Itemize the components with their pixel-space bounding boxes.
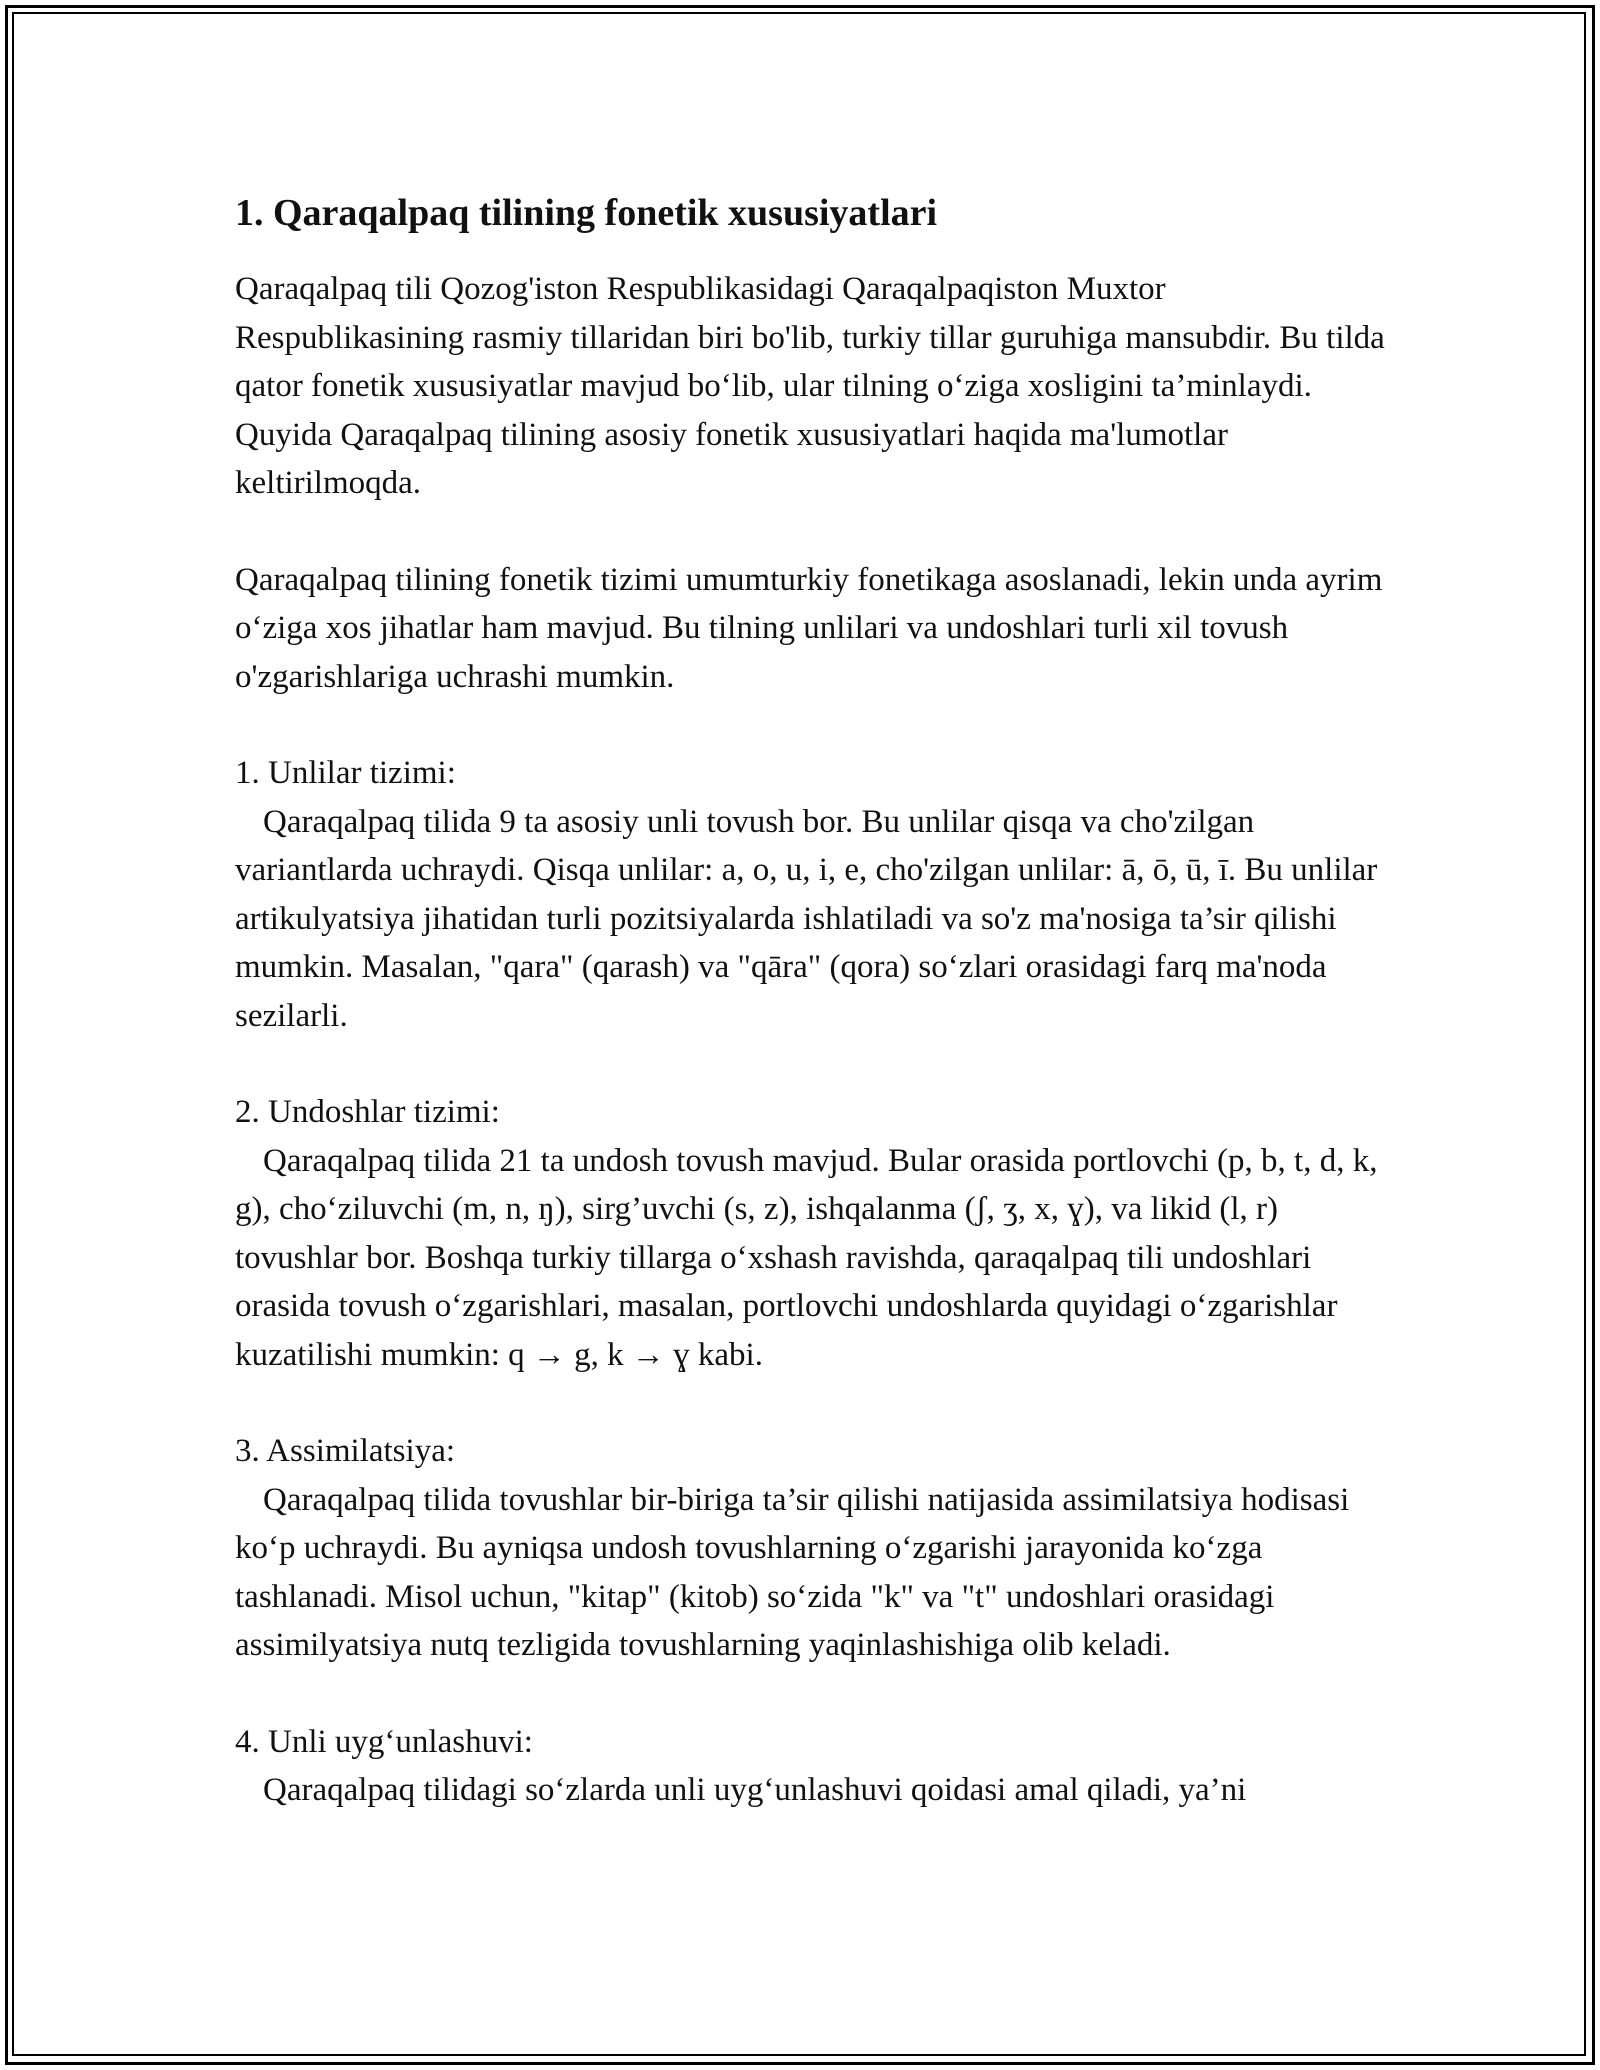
section-body: Qaraqalpaq tilida 9 ta asosiy unli tovush bor. Bu unlilar qisqa va cho'zilgan variantlarda uchraydi. Qisqa unlilar: a, o, u, i, e, cho'zilgan unlilar: ā, ō, ū, ī. Bu unlilar artikulyatsiya jihatidan turli pozitsiyalarda ishlatiladi va so'z ma'nosiga ta’sir qilishi mumkin. Masalan, "qara" (qarash) va "qāra" (qora) so‘zlari orasidagi farq ma'noda sezilarli. [235, 803, 1378, 1034]
section-body: Qaraqalpaq tilida tovushlar bir-biriga ta’sir qilishi natijasida assimilatsiya hodisasi ko‘p uchraydi. Bu ayniqsa undosh tovushlarning o‘zgarishi jarayonida ko‘zga tashlanadi. Misol uchun, "kitap" (kitob) so‘zida "k" va "t" undoshlari orasidagi assimilyatsiya nutq tezligida tovushlarning yaqinlashishiga olib keladi. [235, 1481, 1350, 1663]
section-vowels [235, 749, 1395, 1040]
overview-paragraph: Qaraqalpaq tilining fonetik tizimi umumturkiy fonetikaga asoslanadi, lekin unda ayrim o‘ziga xos jihatlar ham mavjud. Bu tilning unlilari va undoshlari turli xil tovush o'zgarishlariga uchrashi mumkin. [235, 561, 1383, 695]
intro-paragraph: Qaraqalpaq tili Qozog'iston Respublikasidagi Qaraqalpaqiston Muxtor Respublikasining rasmiy tillaridan biri bo'lib, turkiy tillar guruhiga mansubdir. Bu tilda qator fonetik xususiyatlar mavjud bo‘lib, ular tilning o‘ziga xosligini ta’minlaydi. Quyida Qaraqalpaq tilining asosiy fonetik xususiyatlari haqida ma'lumotlar keltirilmoqda. [235, 271, 1385, 501]
document-title: 1. Qaraqalpaq tilining fonetik xususiyatlari [235, 192, 938, 234]
section-vowel-harmony [235, 1718, 1395, 1815]
section-heading: 3. Assimilatsiya: [235, 1433, 456, 1469]
section-body: Qaraqalpaq tilidagi so‘zlarda unli uyg‘unlashuvi qoidasi amal qiladi, ya’ni [263, 1772, 1247, 1808]
section-heading: 4. Unli uyg‘unlashuvi: [235, 1723, 533, 1760]
section-heading: 1. Unlilar tizimi: [235, 755, 456, 791]
section-heading: 2. Undoshlar tizimi: [235, 1094, 500, 1130]
section-body: Qaraqalpaq tilida 21 ta undosh tovush mavjud. Bular orasida portlovchi (p, b, t, d, k, g), cho‘ziluvchi (m, n, ŋ), sirg’uvchi (s, z), ishqalanma (ʃ, ʒ, x, ɣ), va likid (l, r) tovushlar bor. Boshqa turkiy tillarga o‘xshash ravishda, qaraqalpaq tili undoshlari orasida tovush o‘zgarishlari, masalan, portlovchi undoshlarda quyidagi o‘zgarishlar kuzatilishi mumkin: q → g, k → ɣ kabi. [235, 1142, 1378, 1373]
section-consonants [235, 1088, 1395, 1379]
section-assimilation [235, 1427, 1395, 1670]
document-content [235, 185, 1395, 1863]
